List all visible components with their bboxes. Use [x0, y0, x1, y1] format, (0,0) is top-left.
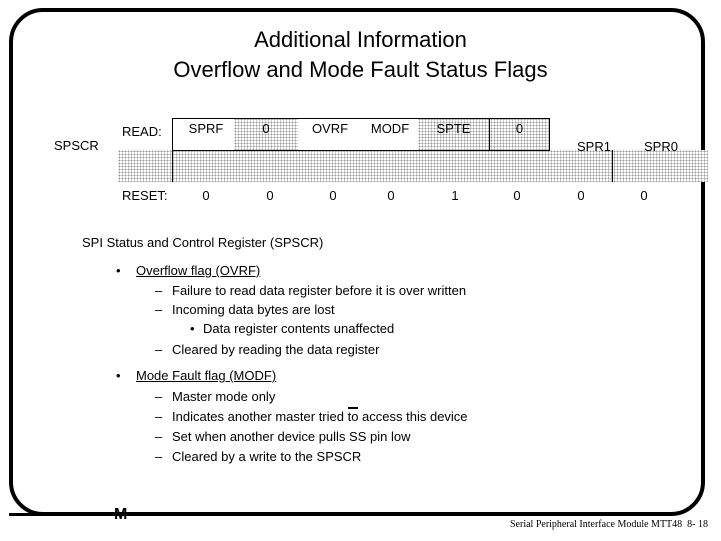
register-top-border [172, 118, 550, 119]
register-name: SPSCR [54, 138, 99, 153]
modf-bullet: • [116, 368, 121, 383]
modf-item-2-pre: Indicates another master tried [172, 409, 348, 424]
modf-heading: Mode Fault flag (MODF) [136, 368, 277, 383]
bit-ovrf: OVRF [311, 121, 349, 136]
bit-spr1: SPR1 [577, 139, 611, 154]
ovrf-item-1: Failure to read data register before it is over written [172, 283, 467, 298]
reset-bit-4: 0 [387, 188, 395, 203]
ovrf-dash-1: – [155, 283, 163, 298]
reset-label: RESET: [122, 188, 168, 203]
modf-item-3: Set when another device pulls SS pin low [172, 429, 411, 444]
section-title: SPI Status and Control Register (SPSCR) [82, 235, 324, 250]
reset-bit-0: 0 [640, 188, 648, 203]
ovrf-item-3: Cleared by reading the data register [172, 342, 380, 357]
modf-item-2-post: access this device [358, 409, 468, 424]
reset-bit-1: 0 [577, 188, 585, 203]
reset-bit-6: 0 [266, 188, 274, 203]
register-left-border [172, 118, 173, 182]
modf-item-2 [172, 409, 468, 424]
bit-modf: MODF [370, 121, 410, 136]
ovrf-sub-bullet: • [190, 321, 195, 336]
slide-title-line2: Overflow and Mode Fault Status Flags [173, 57, 548, 82]
ovrf-heading: Overflow flag (OVRF) [136, 263, 261, 278]
modf-dash-2: – [155, 409, 163, 424]
bit-2: 0 [490, 118, 550, 150]
ovrf-dash-3: – [155, 342, 163, 357]
modf-item-1: Master mode only [172, 389, 276, 404]
ovrf-item-2: Incoming data bytes are lost [172, 302, 335, 317]
reset-bit-3: 1 [451, 188, 459, 203]
reset-bit-2: 0 [513, 188, 521, 203]
footer-module-name: Serial Peripheral Interface Module MTT48 [510, 519, 683, 530]
modf-item-2-to: to [347, 409, 359, 424]
modf-dash-1: – [155, 389, 163, 404]
footer-bar-left [9, 513, 103, 516]
register-mid-border [172, 150, 550, 151]
footer-logo: M [114, 506, 128, 523]
footer-bar-right [210, 513, 490, 516]
bit-sprf: SPRF [188, 121, 224, 136]
page-number: 8- 18 [687, 519, 709, 530]
slide-title-line1: Additional Information [254, 27, 467, 52]
read-label: READ: [122, 124, 162, 139]
spr-divider [612, 150, 613, 182]
ovrf-dash-2: – [155, 302, 163, 317]
ovrf-bullet: • [116, 263, 121, 278]
bit-spte: SPTE [418, 118, 490, 150]
reset-bit-7: 0 [202, 188, 210, 203]
bit-6: 0 [234, 118, 298, 150]
modf-dash-3: – [155, 429, 163, 444]
bit-spr0: SPR0 [644, 139, 678, 154]
ovrf-item-2-sub: Data register contents unaffected [203, 321, 395, 336]
footer-text [510, 519, 708, 530]
modf-item-4: Cleared by a write to the SPSCR [172, 449, 362, 464]
reset-bit-5: 0 [329, 188, 337, 203]
modf-dash-4: – [155, 449, 163, 464]
